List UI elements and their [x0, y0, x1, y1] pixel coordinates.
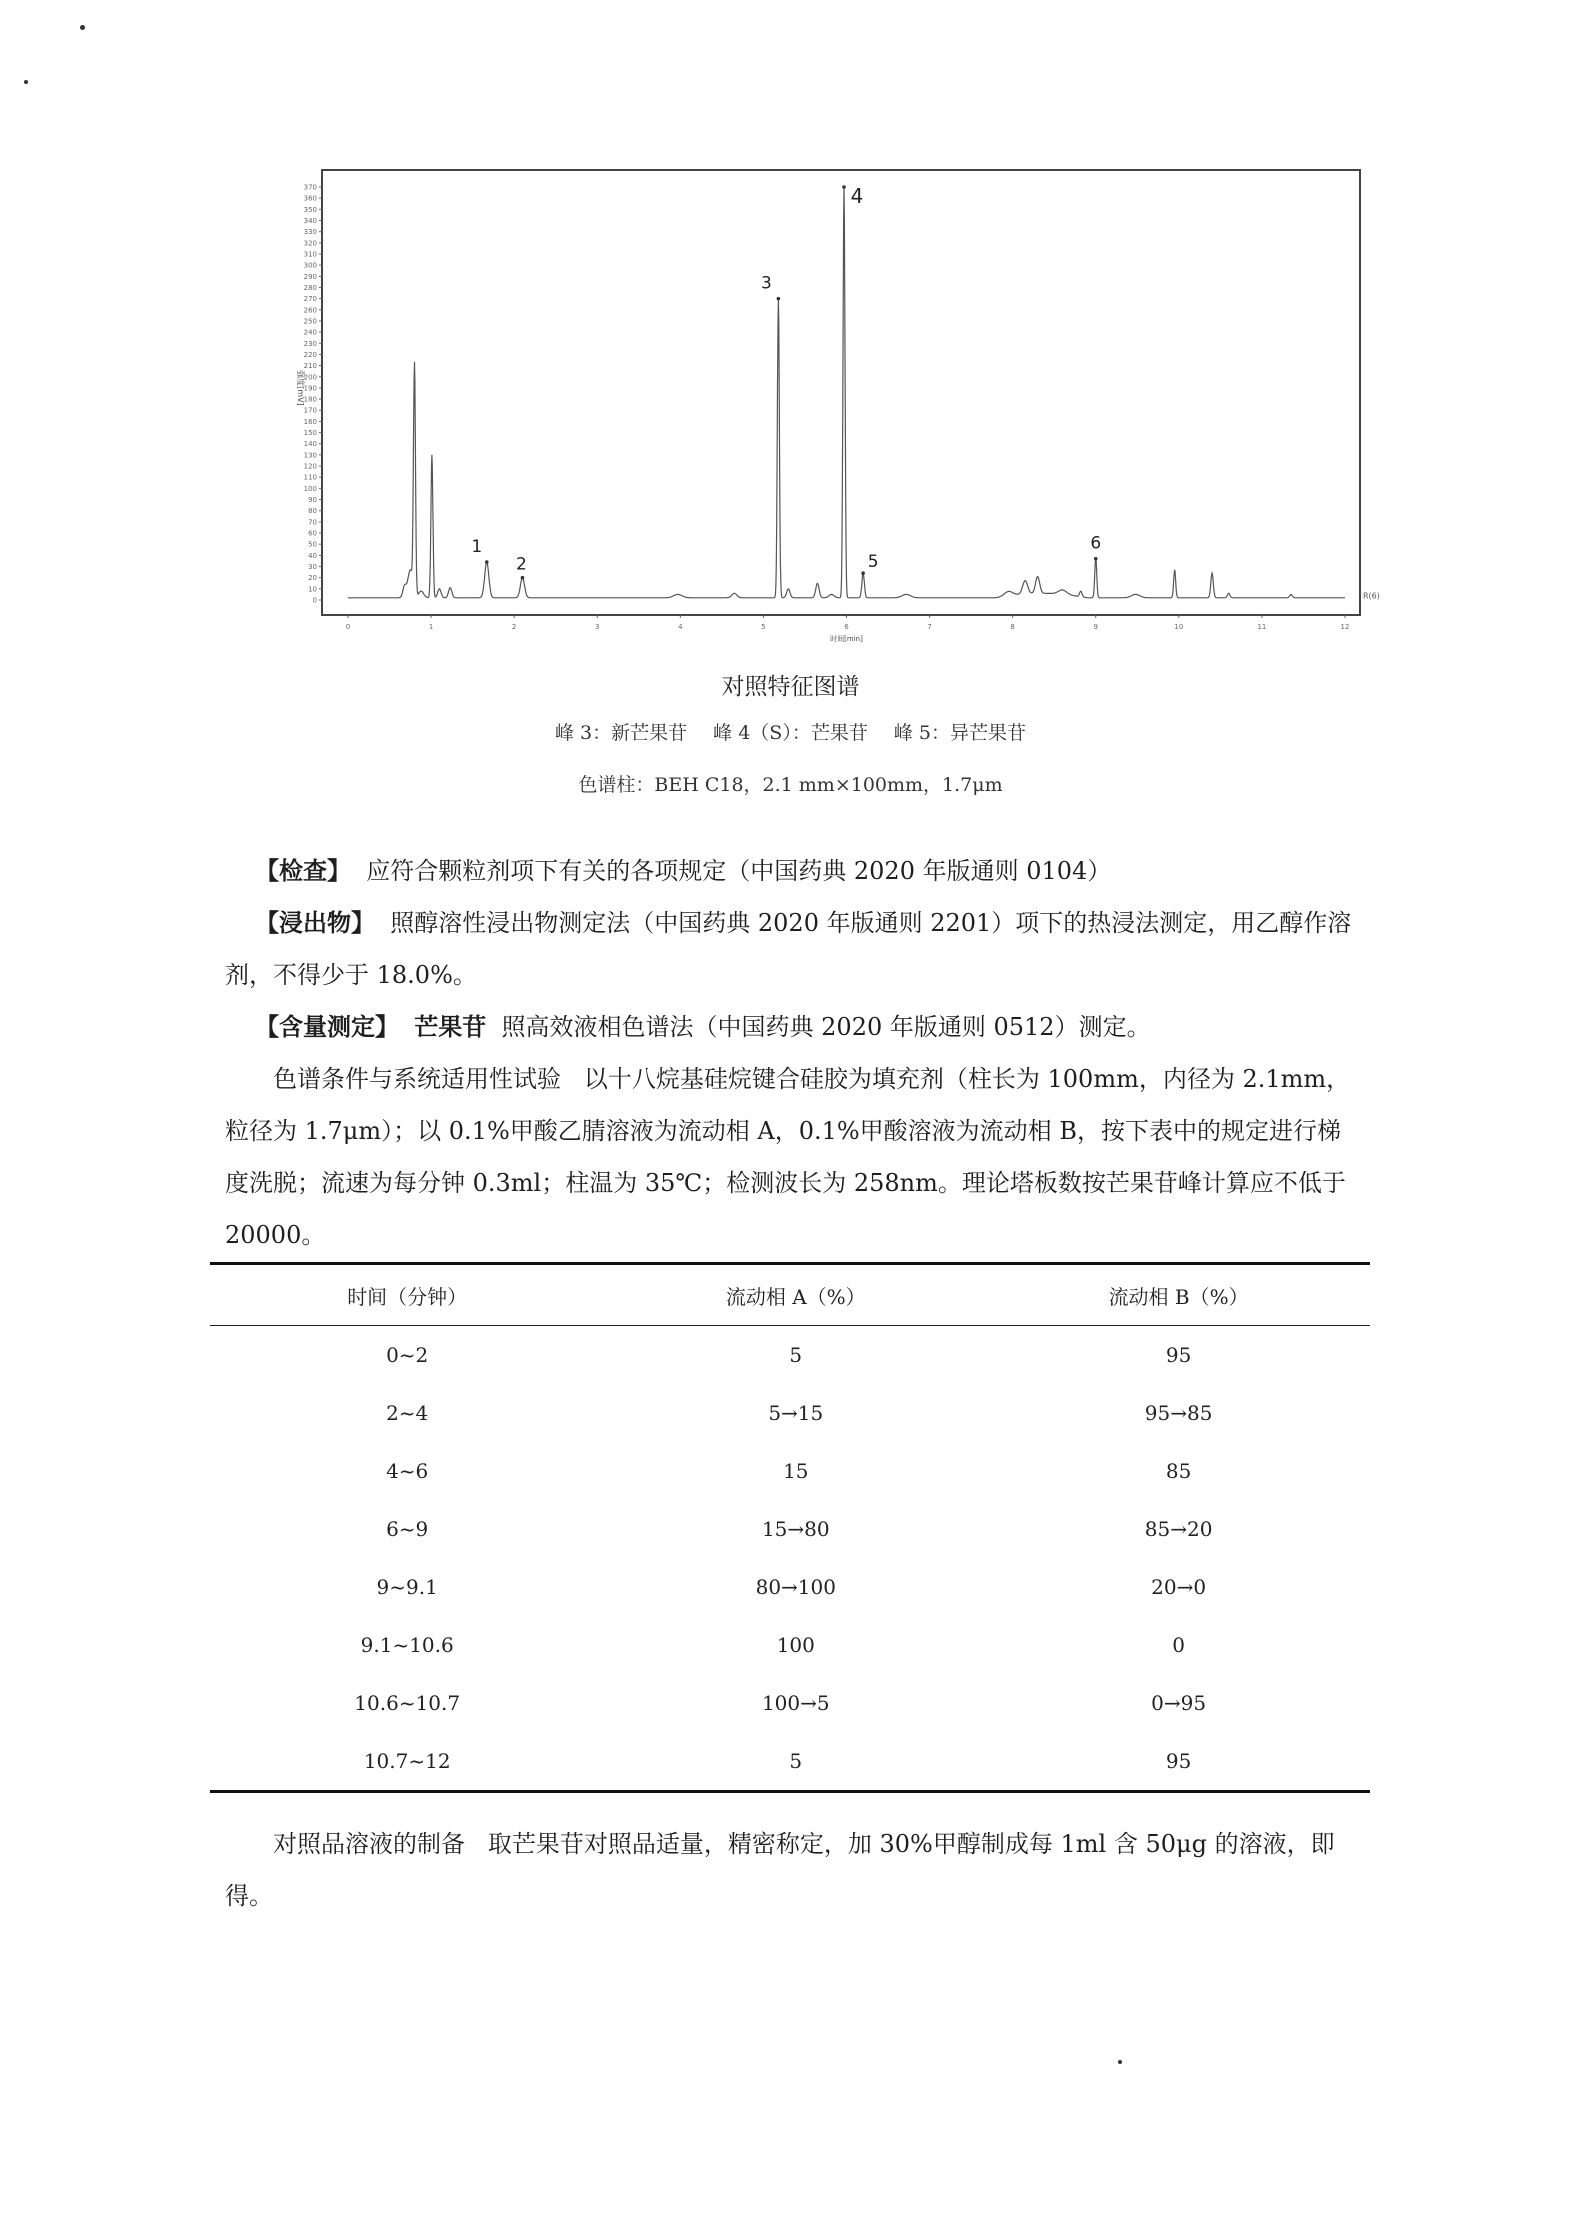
cell-phase-a: 100→5 [761, 1691, 830, 1715]
peak-label: 1 [471, 537, 483, 558]
y-tick-label: 180 [303, 395, 317, 404]
y-tick-label: 70 [308, 518, 317, 527]
x-tick-label: 2 [511, 623, 517, 631]
cell-phase-a: 15→80 [761, 1517, 830, 1541]
peak-apex-marker [777, 297, 781, 301]
table-row [210, 1442, 1370, 1500]
cell-phase-b: 95 [1165, 1343, 1192, 1367]
peak-label: 5 [867, 552, 879, 573]
y-tick-label: 300 [303, 261, 317, 270]
cell-phase-b: 95→85 [1144, 1401, 1213, 1425]
y-tick-label: 370 [303, 183, 317, 192]
cell-time: 9~9.1 [376, 1575, 438, 1599]
section-extract [225, 897, 1360, 1001]
cell-phase-a: 5 [789, 1343, 803, 1367]
y-tick-label: 120 [303, 462, 317, 471]
y-tick-label: 320 [303, 239, 317, 248]
y-tick-label: 280 [303, 283, 317, 292]
table-row [210, 1326, 1370, 1385]
section-label: 【检查】 [255, 857, 351, 885]
peak-apex-marker [1094, 557, 1098, 561]
cell-time: 4~6 [386, 1459, 429, 1483]
section-text: 照高效液相色谱法（中国药典 2020 年版通则 0512）测定。 [501, 1013, 1151, 1041]
y-tick-label: 110 [303, 473, 317, 482]
x-tick-label: 11 [1257, 623, 1267, 631]
y-tick-label: 0 [312, 596, 317, 605]
cell-phase-a: 15 [783, 1459, 809, 1483]
peak-apex-marker [485, 560, 489, 564]
column-header-phase-b: 流动相 B（%） [1108, 1284, 1249, 1309]
section-conditions [225, 1053, 1360, 1261]
peak-label: 2 [516, 554, 527, 575]
y-tick-label: 50 [308, 540, 317, 549]
figure-caption-title: 对照特征图谱 [721, 674, 860, 700]
x-tick-label: 6 [844, 623, 849, 631]
y-tick-label: 30 [308, 563, 317, 572]
x-tick-label: 3 [595, 623, 600, 631]
x-tick-label: 4 [678, 623, 683, 631]
y-tick-label: 210 [303, 362, 317, 371]
cell-phase-a: 80→100 [755, 1575, 836, 1599]
y-tick-label: 170 [303, 406, 317, 415]
y-tick-label: 330 [303, 228, 317, 237]
y-tick-label: 360 [303, 194, 317, 203]
y-tick-label: 60 [308, 529, 317, 538]
y-tick-label: 140 [303, 440, 317, 449]
cell-phase-b: 20→0 [1151, 1575, 1207, 1599]
table-row [210, 1616, 1370, 1674]
peak-label: 3 [760, 273, 772, 294]
cell-phase-b: 85→20 [1144, 1517, 1213, 1541]
y-tick-label: 100 [303, 484, 317, 493]
cell-phase-a: 5→15 [768, 1401, 824, 1425]
peak-label: 6 [1090, 533, 1102, 554]
conditions-text: 以十八烷基硅烷键合硅胶为填充剂（柱长为 100mm，内径为 2.1mm，粒径为 1.7μm）；以 0.1%甲酸乙腈溶液为流动相 A，0.1%甲酸溶液为流动相 B，按下表中的规定进行梯度洗脱；流速为每分钟 0.3ml；柱温为 35℃；检测波长为 258nm。理论塔板数按芒果苷峰计算应不低于 20000。 [225, 1065, 1351, 1249]
section-reference-solution [225, 1818, 1360, 1922]
y-tick-label: 40 [308, 551, 317, 560]
y-axis-label: 强度[mV] [296, 370, 305, 406]
conditions-heading: 色谱条件与系统适用性试验 [273, 1065, 561, 1093]
x-tick-label: 8 [1010, 623, 1015, 631]
chromatogram-chart [296, 160, 1390, 643]
cell-time: 10.6~10.7 [354, 1691, 461, 1715]
y-tick-label: 150 [303, 429, 317, 438]
y-tick-label: 230 [303, 339, 317, 348]
peak-legend-item: 峰 5：异芒果苷 [893, 722, 1027, 744]
cell-time: 10.7~12 [363, 1749, 451, 1773]
section-check [225, 845, 1360, 897]
assay-compound: 芒果苷 [414, 1013, 487, 1041]
peak-legend-item: 峰 4（S）：芒果苷 [713, 722, 868, 744]
y-tick-label: 160 [303, 417, 317, 426]
peak-legend-item: 峰 3：新芒果苷 [554, 722, 688, 744]
x-tick-label: 10 [1174, 623, 1184, 631]
y-tick-label: 350 [303, 205, 317, 214]
cell-time: 6~9 [386, 1517, 429, 1541]
cell-time: 2~4 [386, 1401, 429, 1425]
column-spec: 色谱柱：BEH C18，2.1 mm×100mm，1.7μm [578, 774, 1003, 796]
cell-phase-a: 5 [789, 1749, 803, 1773]
y-tick-label: 190 [303, 384, 317, 393]
section-label: 【含量测定】 [255, 1013, 399, 1041]
table-row [210, 1384, 1370, 1442]
section-text: 应符合颗粒剂项下有关的各项规定（中国药典 2020 年版通则 0104） [366, 857, 1112, 885]
y-tick-label: 240 [303, 328, 317, 337]
y-tick-label: 290 [303, 272, 317, 281]
peak-label: 4 [850, 184, 864, 208]
x-tick-label: 5 [761, 623, 766, 631]
cell-phase-a: 100 [776, 1633, 815, 1657]
table-header-row [210, 1264, 1370, 1326]
scan-speck [1118, 2060, 1122, 2064]
y-tick-label: 270 [303, 295, 317, 304]
column-header-phase-a: 流动相 A（%） [725, 1284, 866, 1309]
peak-apex-marker [521, 576, 525, 580]
section-assay [225, 1001, 1360, 1053]
y-tick-label: 10 [308, 585, 317, 594]
reference-heading: 对照品溶液的制备 [273, 1830, 465, 1858]
cell-phase-b: 0→95 [1151, 1691, 1207, 1715]
chromatogram-figure [296, 160, 1390, 643]
x-axis-label: 时间[min] [830, 635, 863, 643]
table-row [210, 1732, 1370, 1792]
section-text: 照醇溶性浸出物测定法（中国药典 2020 年版通则 2201）项下的热浸法测定，用乙醇作溶剂，不得少于 18.0%。 [225, 909, 1352, 989]
gradient-table [210, 1262, 1370, 1793]
y-tick-label: 20 [308, 574, 317, 583]
peak-apex-marker [842, 185, 846, 189]
cell-phase-b: 0 [1172, 1633, 1185, 1657]
y-tick-label: 340 [303, 216, 317, 225]
x-tick-label: 7 [927, 623, 932, 631]
table-row [210, 1674, 1370, 1732]
reference-text: 取芒果苷对照品适量，精密称定，加 30%甲醇制成每 1ml 含 50μg 的溶液，即得。 [225, 1830, 1335, 1910]
cell-phase-b: 95 [1165, 1749, 1192, 1773]
scan-speck [80, 25, 85, 30]
y-tick-label: 200 [303, 373, 317, 382]
table-row [210, 1558, 1370, 1616]
table-row [210, 1500, 1370, 1558]
y-tick-label: 90 [308, 496, 317, 505]
y-tick-label: 250 [303, 317, 317, 326]
y-tick-label: 80 [308, 507, 317, 516]
y-tick-label: 260 [303, 306, 317, 315]
cell-time: 9.1~10.6 [360, 1633, 454, 1657]
right-axis-label: R(6) [1363, 591, 1380, 601]
scan-speck [24, 80, 28, 84]
y-tick-label: 130 [303, 451, 317, 460]
section-label: 【浸出物】 [255, 909, 375, 937]
cell-time: 0~2 [386, 1343, 429, 1367]
x-tick-label: 12 [1340, 623, 1350, 631]
figure-peak-legend [0, 718, 1581, 745]
peak-apex-marker [861, 571, 865, 575]
y-tick-label: 310 [303, 250, 317, 259]
x-tick-label: 9 [1093, 623, 1098, 631]
y-tick-label: 220 [303, 350, 317, 359]
chromatogram-trace [348, 187, 1345, 598]
x-tick-label: 0 [345, 623, 351, 631]
column-header-time: 时间（分钟） [347, 1284, 468, 1309]
cell-phase-b: 85 [1165, 1459, 1192, 1483]
x-tick-label: 1 [428, 623, 434, 631]
